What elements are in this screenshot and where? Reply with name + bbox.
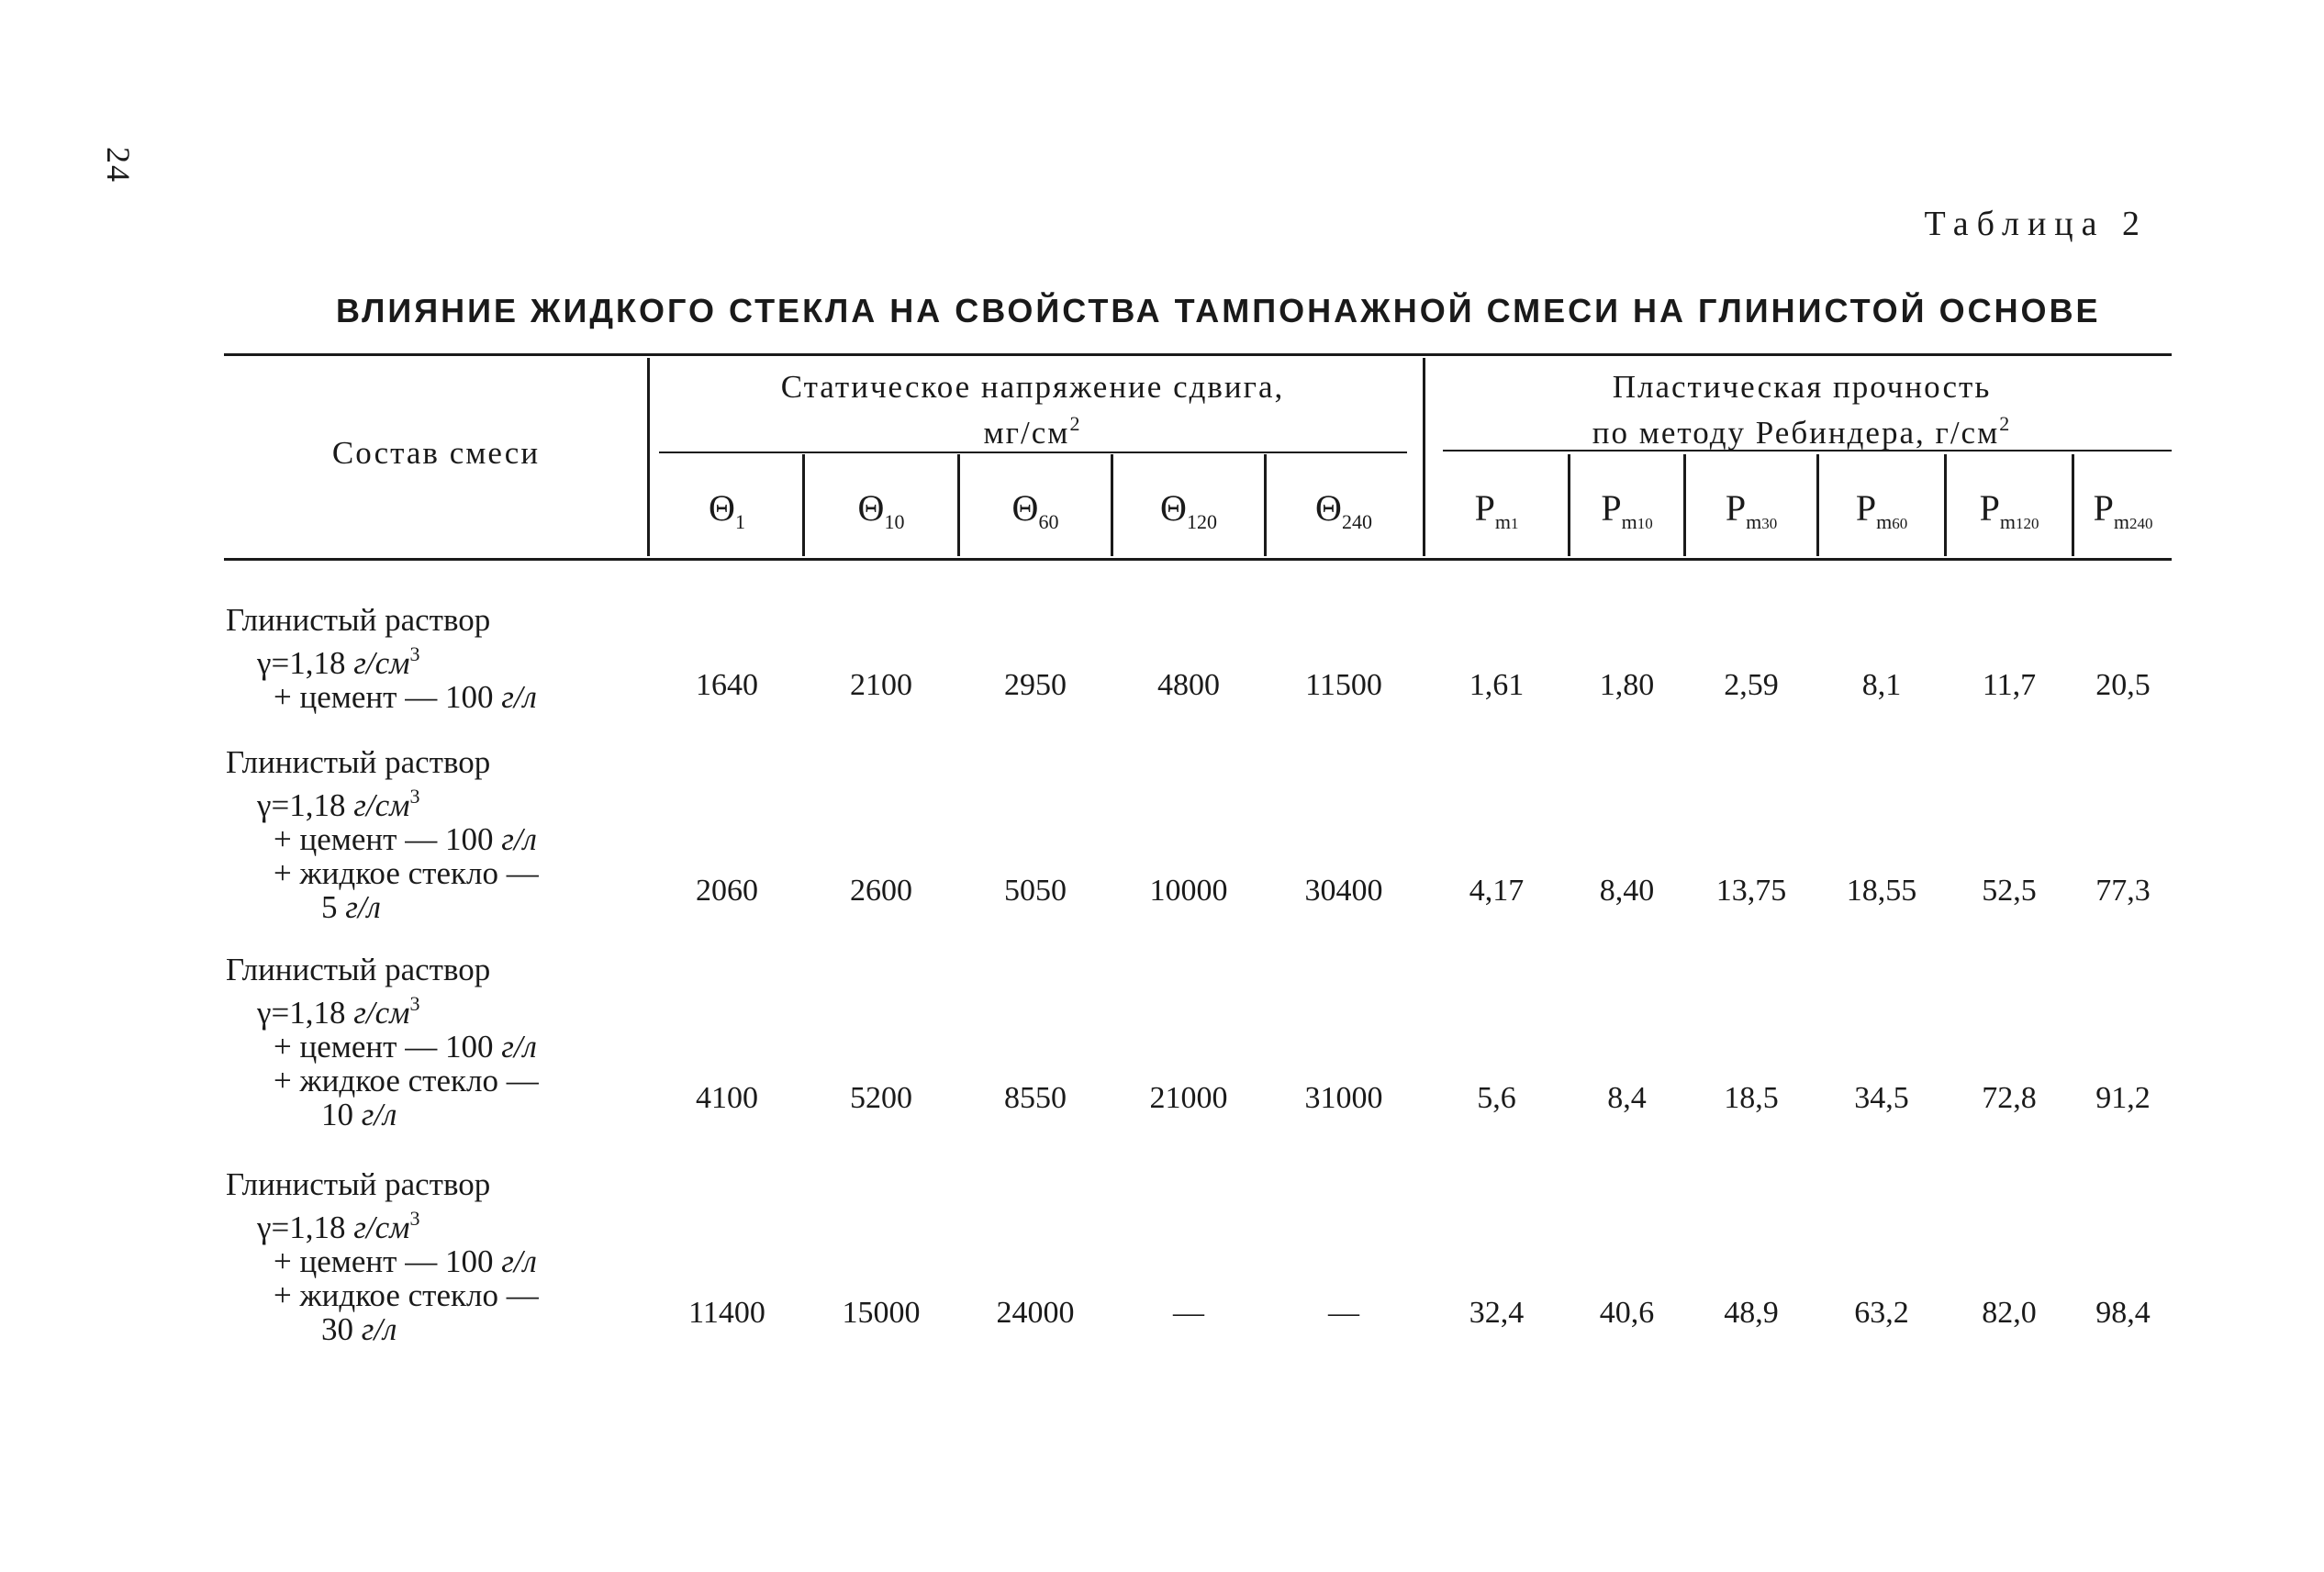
table-cell: 11500: [1305, 668, 1382, 702]
table-cell: 52,5: [1982, 874, 2037, 908]
theta-10-header: $\Theta_{10}$: [857, 487, 905, 533]
table-cell: 8550: [1004, 1081, 1067, 1115]
theta-120-header: $\Theta_{120}$: [1160, 487, 1217, 533]
table-cell: 2100: [850, 668, 912, 702]
table-cell: 32,4: [1469, 1296, 1525, 1330]
table-label: Таблица 2: [1924, 205, 2148, 243]
p-m60-header: $P_{m60}$: [1855, 487, 1908, 533]
theta-1-header: $\Theta_1$: [709, 487, 745, 533]
top-rule: [224, 353, 2172, 356]
table-cell: 15000: [842, 1296, 921, 1330]
p-m240-header: $P_{m240}$: [2093, 487, 2153, 533]
table-cell: 13,75: [1715, 874, 1787, 908]
table-title: ВЛИЯНИЕ ЖИДКОГО СТЕКЛА НА СВОЙСТВА ТАМПОНАЖНОЙ СМЕСИ НА ГЛИНИСТОЙ ОСНОВЕ: [336, 292, 2101, 329]
table-cell: 77,3: [2095, 874, 2151, 908]
table-cell: 5,6: [1477, 1081, 1516, 1115]
theta-60-header: $\Theta_{60}$: [1011, 487, 1059, 533]
plastic-strength-header: Пластическая прочность по методу Ребиндера, $г/см^2$: [1592, 369, 2012, 451]
row-1-label: Глинистый раствор γ=1,18 $г/см^3$ + цемент — 100 г/л: [226, 602, 537, 715]
page-number: 24: [100, 147, 137, 184]
table-cell: 91,2: [2095, 1081, 2151, 1115]
table-cell: 24000: [996, 1296, 1075, 1330]
table-cell: 20,5: [2095, 668, 2151, 702]
p-m30-header: $P_{m30}$: [1725, 487, 1778, 533]
table-cell: 18,55: [1846, 874, 1917, 908]
table-cell: —: [1173, 1296, 1204, 1330]
table-cell: 21000: [1149, 1081, 1228, 1115]
p-m10-header: $P_{m10}$: [1601, 487, 1653, 533]
col-divider: [647, 358, 650, 556]
table-cell: 1640: [696, 668, 758, 702]
table-cell: 8,40: [1599, 874, 1655, 908]
row-4-label: Глинистый раствор γ=1,18 $г/см^3$ + цемент — 100 г/л + жидкое стекло — 30 г/л: [226, 1166, 539, 1347]
table-cell: 5200: [850, 1081, 912, 1115]
table-cell: 34,5: [1854, 1081, 1909, 1115]
table-cell: 4,17: [1469, 874, 1525, 908]
table-cell: 18,5: [1724, 1081, 1779, 1115]
table-cell: 48,9: [1724, 1296, 1779, 1330]
table-cell: 2,59: [1724, 668, 1779, 702]
row-2-label: Глинистый раствор γ=1,18 $г/см^3$ + цемент — 100 г/л + жидкое стекло — 5 г/л: [226, 744, 539, 925]
table-cell: 8,1: [1861, 668, 1902, 702]
table-cell: 2950: [1004, 668, 1067, 702]
row-3-label: Глинистый раствор γ=1,18 $г/см^3$ + цемент — 100 г/л + жидкое стекло — 10 г/л: [226, 952, 539, 1132]
shear-group-rule: [659, 452, 1407, 453]
composition-header: Состав смеси: [331, 435, 541, 471]
table-cell: 4100: [696, 1081, 758, 1115]
table-cell: 40,6: [1599, 1296, 1655, 1330]
table-cell: 31000: [1304, 1081, 1383, 1115]
table-cell: 1,80: [1599, 668, 1655, 702]
table-cell: 1,61: [1469, 668, 1525, 702]
table-cell: 2060: [696, 874, 758, 908]
p-m120-header: $P_{m120}$: [1979, 487, 2039, 533]
table-cell: 5050: [1004, 874, 1067, 908]
table-cell: 30400: [1304, 874, 1383, 908]
table-cell: 98,4: [2095, 1296, 2151, 1330]
shear-stress-header: Статическое напряжение сдвига, $мг/см^2$: [780, 369, 1285, 451]
table-cell: 11400: [688, 1296, 765, 1330]
p-m1-header: $P_{m1}$: [1474, 487, 1519, 533]
table-cell: 10000: [1149, 874, 1228, 908]
theta-240-header: $\Theta_{240}$: [1315, 487, 1372, 533]
table-cell: 82,0: [1982, 1296, 2037, 1330]
table-cell: 4800: [1157, 668, 1220, 702]
table-cell: 8,4: [1607, 1081, 1647, 1115]
table-cell: 11,7: [1982, 668, 2037, 702]
table-cell: —: [1328, 1296, 1359, 1330]
header-bottom-rule: [224, 558, 2172, 561]
table-cell: 2600: [850, 874, 912, 908]
table-cell: 63,2: [1854, 1296, 1909, 1330]
table-cell: 72,8: [1982, 1081, 2037, 1115]
